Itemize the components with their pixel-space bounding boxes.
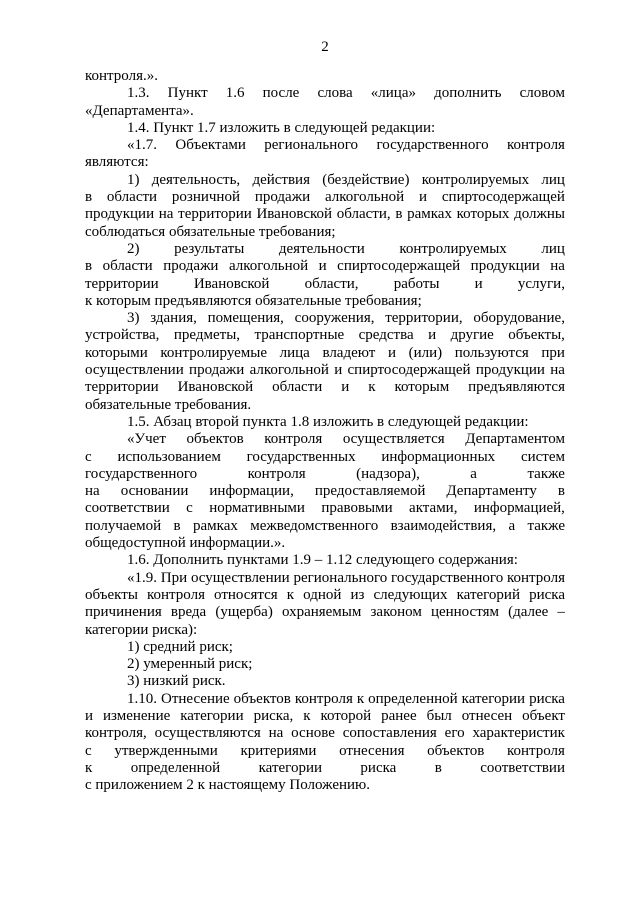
text-line: 1.10. Отнесение объектов контроля к определенной категории риска	[127, 690, 565, 707]
text-line: государственного контроля (надзора), а также	[85, 465, 565, 482]
text-line: с приложением 2 к настоящему Положению.	[85, 777, 370, 794]
text-line: с использованием государственных информационных систем	[85, 448, 565, 465]
text-line: являются:	[85, 154, 149, 171]
text-line: которыми контролируемые лица владеют и (или) пользуются при	[85, 344, 565, 361]
text-line: в области розничной продажи алкогольной и спиртосодержащей	[85, 189, 565, 206]
text-line: 2) умеренный риск;	[127, 656, 253, 673]
text-line: 1.4. Пункт 1.7 изложить в следующей редакции:	[127, 119, 436, 136]
text-line: устройства, предметы, транспортные средства и другие объекты,	[85, 327, 565, 344]
text-line: к которым предъявляются обязательные требования;	[85, 292, 422, 309]
text-line: «Департамента».	[85, 102, 194, 119]
text-line: территории Ивановской области, работы и услуги,	[85, 275, 565, 292]
text-line: 1) деятельность, действия (бездействие) контролируемых лиц	[127, 171, 565, 188]
text-line: «Учет объектов контроля осуществляется Департаментом	[127, 431, 565, 448]
text-line: объекты контроля относятся к одной из следующих категорий риска	[85, 586, 565, 603]
text-line: «1.9. При осуществлении регионального государственного контроля	[127, 569, 565, 586]
text-line: на основании информации, предоставляемой Департаменту в	[85, 483, 565, 500]
text-line: контроля.».	[85, 68, 158, 84]
text-line: обязательные требования.	[85, 396, 252, 413]
text-line: 2) результаты деятельности контролируемых лиц	[127, 240, 565, 257]
text-line: причинения вреда (ущерба) охраняемым законом ценностям (далее –	[85, 604, 565, 621]
text-line: общедоступной информации.».	[85, 535, 286, 552]
text-line: соблюдаться обязательные требования;	[85, 223, 336, 240]
document-text-block	[85, 68, 565, 794]
text-line: 1.6. Дополнить пунктами 1.9 – 1.12 следующего содержания:	[127, 552, 518, 569]
text-line: территории Ивановской области и к которым предъявляются	[85, 379, 565, 396]
text-line: контроля, осуществляются на основе сопоставления его характеристик	[85, 725, 565, 742]
text-line: 1.5. Абзац второй пункта 1.8 изложить в следующей редакции:	[127, 413, 529, 430]
text-line: категории риска):	[85, 621, 198, 638]
text-line: осуществлении продажи алкогольной и спиртосодержащей продукции на	[85, 362, 565, 379]
page-number: 2	[321, 39, 329, 55]
text-line: к определенной категории риска в соответствии	[85, 759, 565, 776]
text-line: 3) низкий риск.	[127, 673, 226, 690]
text-line: в области продажи алкогольной и спиртосодержащей продукции на	[85, 258, 565, 275]
text-line: с утвержденными критериями отнесения объектов контроля	[85, 742, 565, 759]
text-line: и изменение категории риска, к которой ранее был отнесен объект	[85, 707, 565, 724]
text-line: 3) здания, помещения, сооружения, территории, оборудование,	[127, 310, 565, 327]
text-line: продукции на территории Ивановской области, в рамках которых должны	[85, 206, 565, 223]
text-line: «1.7. Объектами регионального государственного контроля	[127, 137, 565, 154]
text-line: 1) средний риск;	[127, 638, 233, 655]
text-line: получаемой в рамках межведомственного взаимодействия, а также	[85, 517, 565, 534]
text-line: 1.3. Пункт 1.6 после слова «лица» дополнить словом	[127, 85, 565, 102]
text-line: соответствии с нормативными правовыми актами, информацией,	[85, 500, 565, 517]
